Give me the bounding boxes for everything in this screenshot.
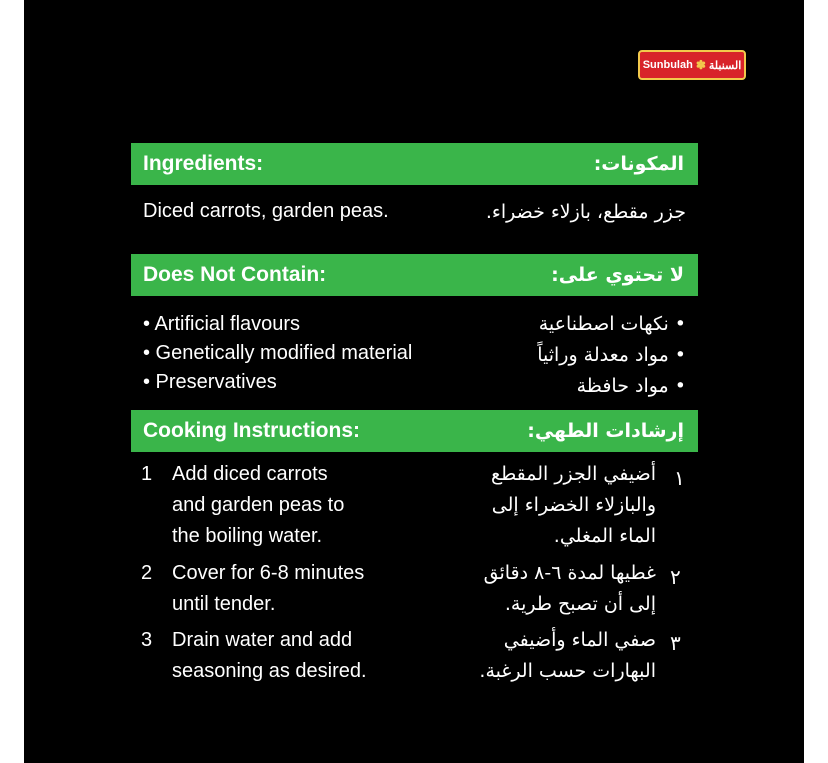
step-number-ar: ٣ [670,633,681,655]
cooking-heading-ar: إرشادات الطهي: [527,420,684,442]
step-line-en: until tender. [172,593,276,615]
not-contain-item-ar: • مواد حافظة [576,375,686,397]
step-number-ar: ٢ [670,567,681,589]
step-line-en: Add diced carrots [172,463,328,485]
not-contain-item-en: • Genetically modified material [143,342,413,364]
ingredients-text-en: Diced carrots, garden peas. [143,200,389,222]
not-contain-header [131,254,698,296]
step-number-en: 3 [141,629,153,651]
step-line-en: Drain water and add [172,629,353,651]
step-line-ar: البهارات حسب الرغبة. [479,660,656,682]
step-line-en: seasoning as desired. [172,660,367,682]
not-contain-heading-ar: لا تحتوي على: [551,264,684,286]
step-line-ar: أضيفي الجزر المقطع [490,463,656,485]
step-line-ar: والبازلاء الخضراء إلى [491,494,656,516]
brand-logo [638,50,746,80]
step-line-en: Cover for 6-8 minutes [172,562,365,584]
ingredients-heading-ar: المكونات: [593,153,684,175]
ingredients-heading-en: Ingredients: [143,152,264,175]
cooking-header [131,410,698,452]
not-contain-item-en: • Artificial flavours [143,313,301,335]
ingredients-text-ar: جزر مقطع، بازلاء خضراء. [485,201,686,223]
step-line-ar: الماء المغلي. [553,525,656,547]
step-line-ar: إلى أن تصبح طرية. [504,593,656,615]
not-contain-item-en: • Preservatives [143,371,277,393]
brand-name-ar: السنبلة [708,59,742,72]
not-contain-heading-en: Does Not Contain: [143,263,327,286]
brand-name-en: Sunbulah [642,59,693,71]
step-line-ar: صفي الماء وأضيفي [503,629,656,651]
step-line-en: and garden peas to [172,494,345,516]
wheat-icon: ✽ [695,58,706,72]
not-contain-item-ar: • مواد معدلة وراثياً [537,344,686,366]
not-contain-item-ar: • نكهات اصطناعية [538,313,686,335]
step-number-en: 2 [141,562,153,584]
ingredients-header [131,143,698,185]
step-line-en: the boiling water. [172,525,323,547]
step-number-en: 1 [141,463,153,485]
step-line-ar: غطيها لمدة ٦-٨ دقائق [483,562,656,584]
cooking-heading-en: Cooking Instructions: [143,419,360,442]
step-number-ar: ١ [674,468,685,490]
